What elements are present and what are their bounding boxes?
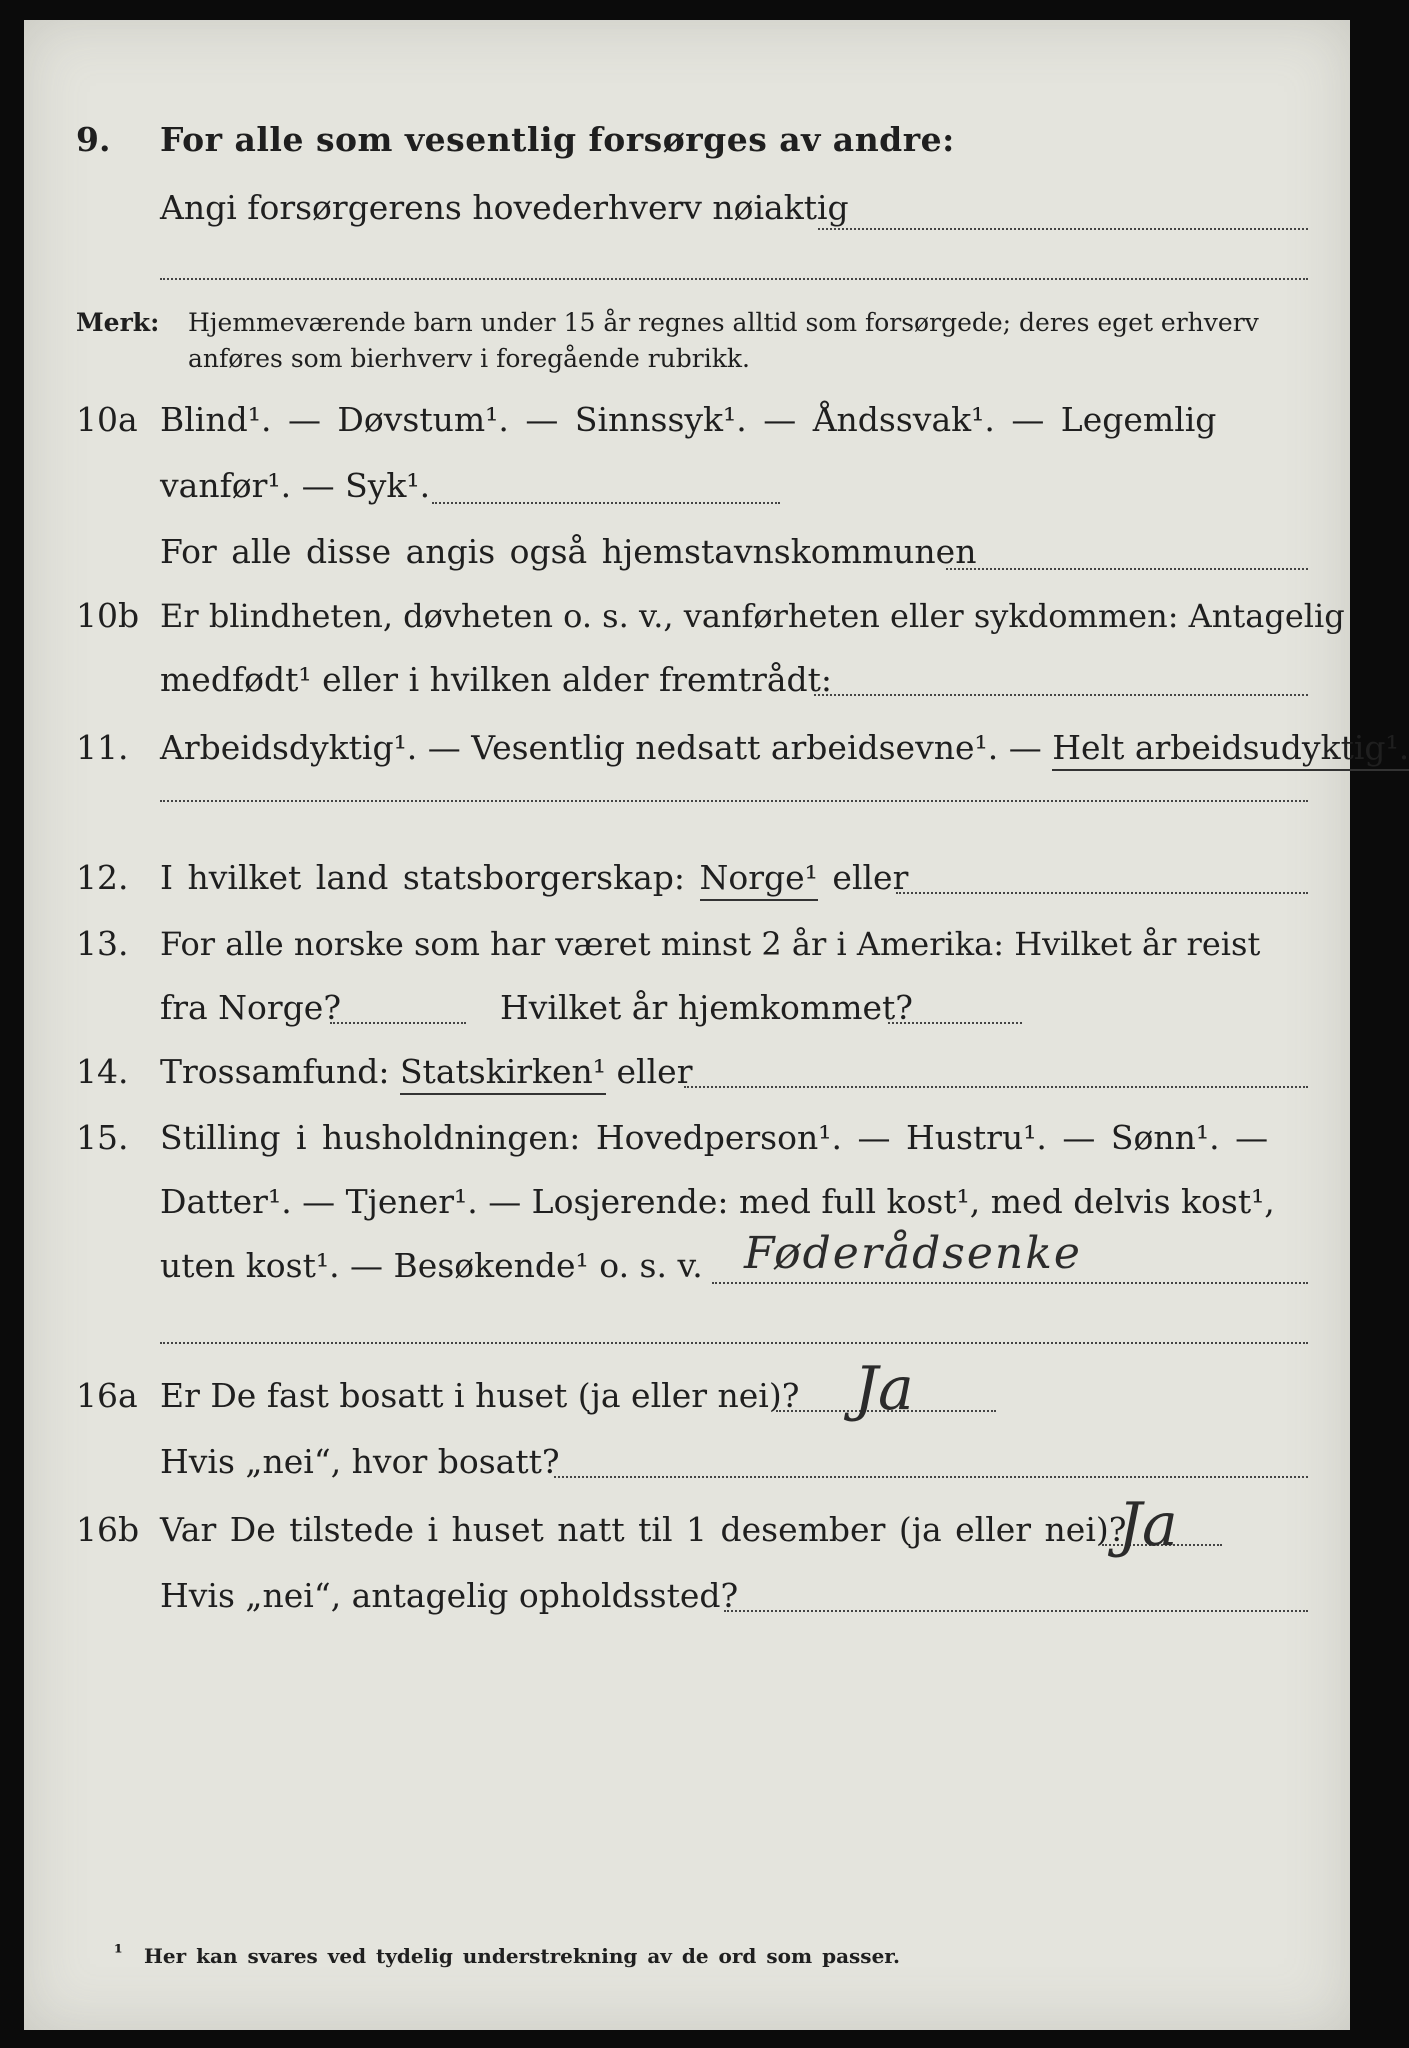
q9-prompt: Angi forsørgerens hovederhverv nøiaktig: [160, 188, 849, 227]
q13-line-1: For alle norske som har været minst 2 år i Amerika: Hvilket år reist: [160, 925, 1261, 963]
q12-answer-line: [896, 892, 1308, 894]
q16a-number: 16a: [76, 1376, 138, 1415]
footnote-text: Her kan svares ved tydelig understrekning av de ord som passer.: [144, 1944, 900, 1968]
q10b-line-1: Er blindheten, døvheten o. s. v., vanførheten eller sykdommen: Antagelig: [160, 597, 1345, 635]
q10a-syk-line: [432, 502, 780, 504]
q11-text: [160, 728, 1409, 768]
q11-underlined-answer: Helt arbeidsudyktig¹.: [1052, 728, 1409, 771]
q15-answer-line: [712, 1282, 1308, 1284]
q13-line-2b: Hvilket år hjemkommet?: [500, 988, 913, 1027]
q9-answer-line-2: [160, 278, 1308, 280]
q16b-line-1: Var De tilstede i huset natt til 1 desember (ja eller nei)?: [160, 1510, 1127, 1549]
q14-part-3: eller: [606, 1052, 693, 1091]
footnote-mark: ¹: [114, 1940, 123, 1964]
q11-part-1: Arbeidsdyktig¹. — Vesentlig nedsatt arbeidsevne¹. —: [160, 728, 1053, 767]
merk-line-2: anføres som bierhverv i foregående rubrikk.: [188, 344, 750, 373]
q10a-line-2: vanfør¹. — Syk¹.: [160, 466, 431, 505]
q16b-opholdssted-line: [724, 1610, 1308, 1612]
q10b-answer-line: [814, 694, 1308, 696]
q12-part-3: eller: [817, 858, 909, 897]
q13-reist-line: [330, 1022, 466, 1024]
q12-number: 12.: [76, 858, 129, 897]
q14-answer-line: [684, 1086, 1308, 1088]
q16a-bosatt-line: [554, 1476, 1308, 1478]
q15-handwritten-answer: Føderådsenke: [744, 1228, 1082, 1279]
q10a-line-3: For alle disse angis også hjemstavnskommunen: [160, 532, 977, 571]
q16b-line-2: Hvis „nei“, antagelig opholdssted?: [160, 1576, 739, 1615]
q14-text: [160, 1052, 692, 1092]
q15-number: 15.: [76, 1118, 129, 1157]
q16a-handwritten-answer: Ja: [854, 1354, 914, 1424]
q10b-number: 10b: [76, 596, 140, 635]
q10a-number: 10a: [76, 400, 138, 439]
q13-number: 13.: [76, 924, 129, 963]
q11-number: 11.: [76, 728, 129, 767]
q10a-hjemstavn-line: [946, 568, 1308, 570]
q13-hjemkommet-line: [888, 1022, 1022, 1024]
q16b-handwritten-answer: Ja: [1118, 1490, 1178, 1560]
merk-label: Merk:: [76, 308, 160, 337]
q11-answer-line: [160, 800, 1308, 802]
merk-line-1: Hjemmeværende barn under 15 år regnes alltid som forsørgede; deres eget erhverv: [188, 308, 1259, 337]
q12-part-1: I hvilket land statsborgerskap:: [160, 858, 700, 897]
q15-answer-line-2: [160, 1342, 1308, 1344]
q13-line-2a: fra Norge?: [160, 988, 342, 1027]
q15-line-2: Datter¹. — Tjener¹. — Losjerende: med full kost¹, med delvis kost¹,: [160, 1182, 1275, 1221]
q9-number: 9.: [76, 120, 111, 159]
q12-text: [160, 858, 908, 898]
q16b-number: 16b: [76, 1510, 140, 1549]
census-form-page: [24, 20, 1409, 2030]
q16a-line-1: Er De fast bosatt i huset (ja eller nei)?: [160, 1376, 800, 1415]
q10b-line-2: medfødt¹ eller i hvilken alder fremtrådt:: [160, 660, 833, 699]
q9-answer-line: [818, 228, 1308, 230]
q9-heading: For alle som vesentlig forsørges av andre:: [160, 120, 955, 159]
q14-underlined-answer: Statskirken¹: [400, 1052, 606, 1095]
q15-line-3: uten kost¹. — Besøkende¹ o. s. v.: [160, 1246, 703, 1285]
q15-line-1: Stilling i husholdningen: Hovedperson¹. — Hustru¹. — Sønn¹. —: [160, 1118, 1269, 1157]
q14-number: 14.: [76, 1052, 129, 1091]
q14-part-1: Trossamfund:: [160, 1052, 400, 1091]
q16a-line-2: Hvis „nei“, hvor bosatt?: [160, 1442, 560, 1481]
q12-underlined-answer: Norge¹: [700, 858, 818, 901]
q10a-line-1: Blind¹. — Døvstum¹. — Sinnssyk¹. — Åndssvak¹. — Legemlig: [160, 400, 1217, 439]
